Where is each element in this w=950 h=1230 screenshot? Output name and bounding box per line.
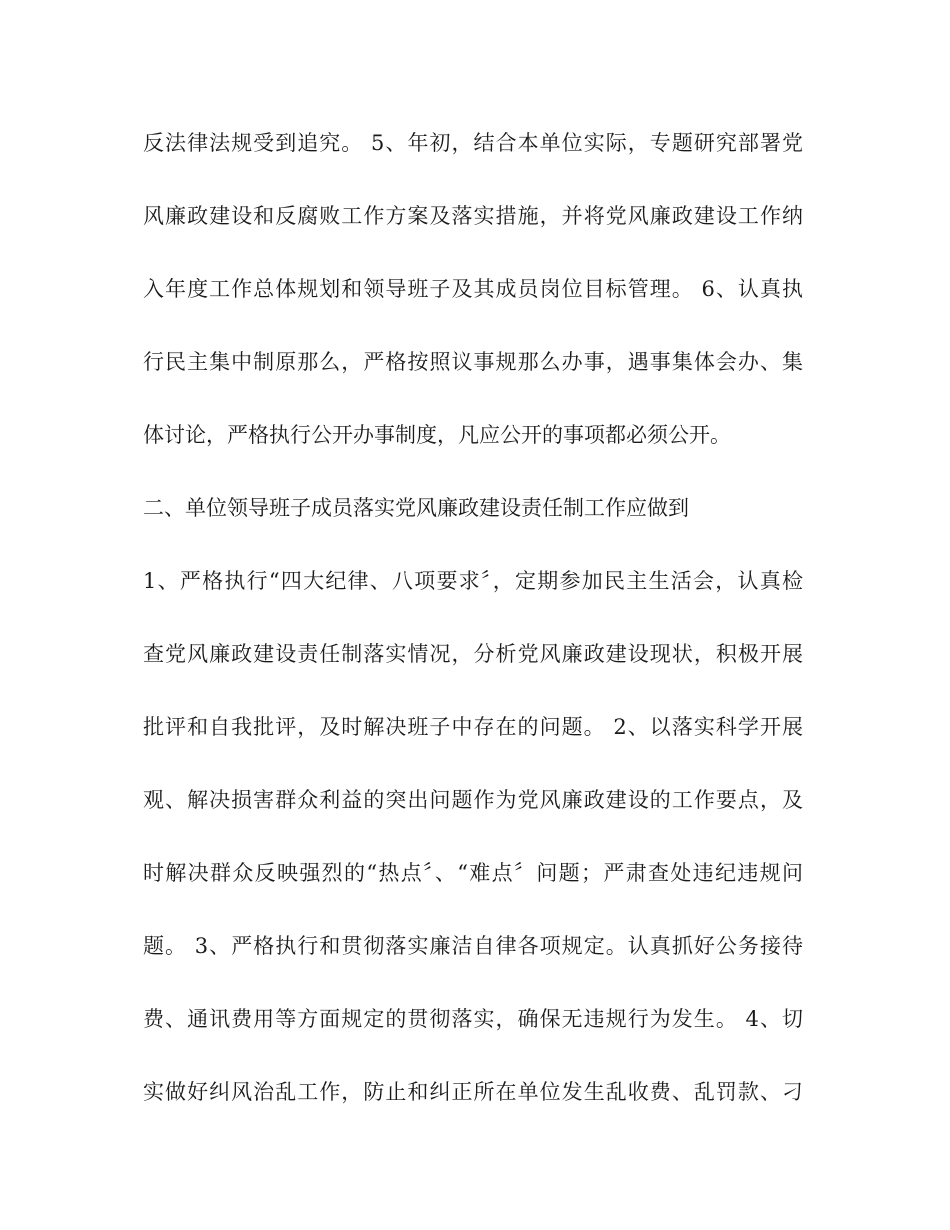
body-text-line: 观、解决损害群众利益的突出问题作为党风廉政建设的工作要点，及 xyxy=(143,788,803,812)
body-text-line: 题。 3、严格执行和贯彻落实廉洁自律各项规定。认真抓好公务接待 xyxy=(143,934,803,958)
body-text-line: 时解决群众反映强烈的“热点〞、“难点〞问题；严肃查处违纪违规问 xyxy=(143,861,803,885)
body-text-line: 批评和自我批评，及时解决班子中存在的问题。 2、以落实科学开展 xyxy=(143,715,803,739)
body-text-line: 1、严格执行“四大纪律、八项要求〞，定期参加民主生活会，认真检 xyxy=(143,569,803,593)
body-text-line: 风廉政建设和反腐败工作方案及落实措施，并将党风廉政建设工作纳 xyxy=(143,204,803,228)
body-text-line: 行民主集中制原那么，严格按照议事规那么办事，遇事集体会办、集 xyxy=(143,350,803,374)
section-heading: 二、单位领导班子成员落实党风廉政建设责任制工作应做到 xyxy=(143,496,689,520)
body-text-line: 实做好纠风治乱工作，防止和纠正所在单位发生乱收费、乱罚款、刁 xyxy=(143,1080,803,1104)
body-text-line: 费、通讯费用等方面规定的贯彻落实，确保无违规行为发生。 4、切 xyxy=(143,1007,803,1031)
body-text-line: 查党风廉政建设责任制落实情况，分析党风廉政建设现状，积极开展 xyxy=(143,642,803,666)
body-text-line: 反法律法规受到追究。 5、年初，结合本单位实际，专题研究部署党 xyxy=(143,131,803,155)
body-text-line: 入年度工作总体规划和领导班子及其成员岗位目标管理。 6、认真执 xyxy=(143,277,803,301)
body-text-line: 体讨论，严格执行公开办事制度，凡应公开的事项都必须公开。 xyxy=(143,423,731,447)
